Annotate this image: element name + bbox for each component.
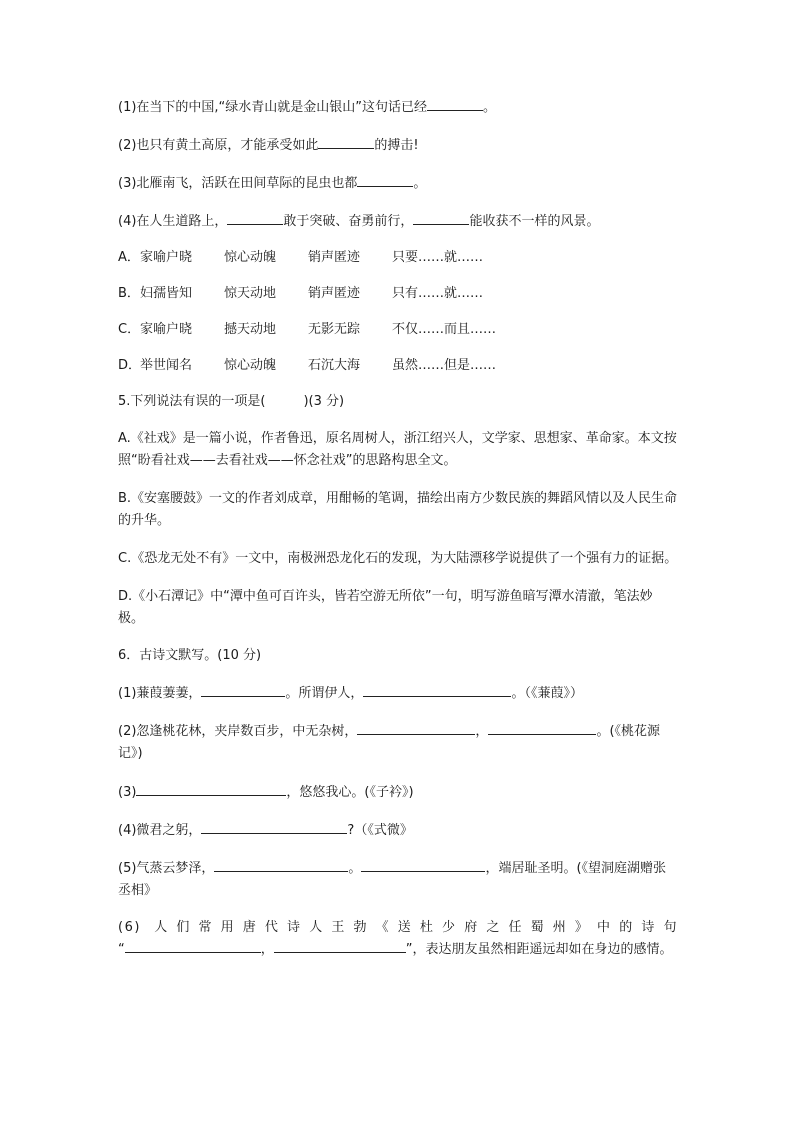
- text: )(3 分): [303, 394, 345, 409]
- q6-line-3: [118, 781, 678, 803]
- answer-blank[interactable]: [201, 682, 285, 697]
- text: (2)忽逢桃花林，夹岸数百步，中无杂树，: [118, 724, 358, 739]
- text: ，悠悠我心。(《子衿》): [286, 785, 414, 800]
- option-word: 销声匿迹: [308, 250, 361, 265]
- text: (2)也只有黄土高原，才能承受如此: [118, 138, 319, 153]
- option-word: 石沉大海: [308, 358, 361, 373]
- option-letter: A．: [118, 250, 140, 265]
- option-d[interactable]: [118, 356, 678, 376]
- text: “: [118, 942, 125, 957]
- exam-page: [118, 96, 678, 977]
- q5-option-d: D.《小石潭记》中“潭中鱼可百许头，皆若空游无所依”一句，明写游鱼暗写潭水清澈，笔法妙极。: [118, 589, 653, 626]
- option-letter: C．: [118, 322, 141, 337]
- option-word: 只有……就……: [392, 286, 484, 301]
- answer-blank[interactable]: [201, 819, 347, 834]
- answer-blank[interactable]: [413, 210, 469, 225]
- option-letter: B．: [118, 286, 140, 301]
- q4-sentence-2: [118, 134, 678, 156]
- answer-blank[interactable]: [357, 172, 413, 187]
- answer-blank[interactable]: [227, 210, 283, 225]
- option-word: 惊心动魄: [224, 358, 277, 373]
- option-word: 撼天动地: [224, 322, 277, 337]
- option-word: 惊天动地: [224, 286, 277, 301]
- option-c[interactable]: [118, 320, 678, 340]
- answer-blank[interactable]: [214, 857, 348, 872]
- text: ，: [475, 724, 489, 739]
- text: 能收获不一样的风景。: [469, 214, 600, 229]
- q4-sentence-1: [118, 96, 678, 118]
- option-b[interactable]: [118, 284, 678, 304]
- option-word: 家喻户晓: [140, 322, 193, 337]
- text: 。(《桃花源记》): [118, 724, 661, 761]
- answer-blank[interactable]: [274, 938, 406, 953]
- text: 。所谓伊人，: [285, 686, 364, 701]
- q6-line-5: [118, 857, 678, 902]
- q4-sentence-4: [118, 210, 678, 232]
- option-word: 无影无踪: [308, 322, 361, 337]
- text: 。: [483, 100, 497, 115]
- option-word: 惊心动魄: [224, 250, 277, 265]
- q5-option-a: A.《社戏》是一篇小说，作者鲁迅，原名周树人，浙江绍兴人，文学家、思想家、革命家。本文按照“盼看社戏——去看社戏——怀念社戏”的思路构思全文。: [118, 431, 677, 468]
- option-letter: D．: [118, 358, 142, 373]
- q5-stem: [118, 392, 678, 412]
- text: 。: [348, 861, 362, 876]
- answer-blank[interactable]: [357, 720, 475, 735]
- text: ”，表达朋友虽然相距遥远却如在身边的感情。: [405, 942, 673, 957]
- text: ?（《式微》: [347, 823, 413, 838]
- q5-option-c: C.《恐龙无处不有》一文中，南极洲恐龙化石的发现，为大陆漂移学说提供了一个强有力的证据。: [118, 551, 678, 566]
- option-word: 虽然……但是……: [392, 358, 497, 373]
- answer-blank[interactable]: [318, 134, 374, 149]
- q6-line-6b: [118, 938, 678, 961]
- answer-blank[interactable]: [363, 682, 511, 697]
- option-word: 家喻户晓: [140, 250, 193, 265]
- q6-line-1: [118, 682, 678, 704]
- text: (4)微君之躬，: [118, 823, 202, 838]
- text: ，: [260, 942, 274, 957]
- text: (1)蒹葭萋萋，: [118, 686, 202, 701]
- text: 的搏击!: [374, 138, 419, 153]
- q6-line-6a: (6) 人们常用唐代诗人王勃《送杜少府之任蜀州》中的诗句: [118, 920, 678, 935]
- option-a[interactable]: [118, 248, 678, 268]
- option-word: 妇孺皆知: [140, 286, 193, 301]
- option-word: 不仅……而且……: [392, 322, 497, 337]
- answer-blank[interactable]: [125, 938, 261, 953]
- q6-line-2: [118, 720, 678, 765]
- text: 敢于突破、奋勇前行，: [283, 214, 414, 229]
- text: (4)在人生道路上，: [118, 214, 228, 229]
- option-word: 销声匿迹: [308, 286, 361, 301]
- q6-line-4: [118, 819, 678, 841]
- text: 5.下列说法有误的一项是(: [118, 394, 266, 409]
- text: (5)气蒸云梦泽，: [118, 861, 215, 876]
- text: 。（《蒹葭》）: [511, 686, 583, 701]
- q4-sentence-3: [118, 172, 678, 194]
- text: 。: [413, 176, 427, 191]
- text: ，端居耻圣明。(《望洞庭湖赠张丞相》: [118, 861, 667, 898]
- answer-blank[interactable]: [427, 96, 483, 111]
- answer-blank[interactable]: [136, 781, 286, 796]
- answer-blank[interactable]: [488, 720, 596, 735]
- q5-option-b: B.《安塞腰鼓》一文的作者刘成章，用酣畅的笔调，描绘出南方少数民族的舞蹈风情以及人民生命的升华。: [118, 491, 678, 528]
- answer-blank[interactable]: [361, 857, 485, 872]
- option-word: 举世闻名: [140, 358, 193, 373]
- text: (3)北雁南飞，活跃在田间草际的昆虫也都: [118, 176, 358, 191]
- option-word: 只要……就……: [392, 250, 484, 265]
- text: (3): [118, 785, 137, 800]
- text: (1)在当下的中国,“绿水青山就是金山银山”这句话已经: [118, 100, 428, 115]
- q6-stem: 6．古诗文默写。(10 分): [118, 648, 262, 663]
